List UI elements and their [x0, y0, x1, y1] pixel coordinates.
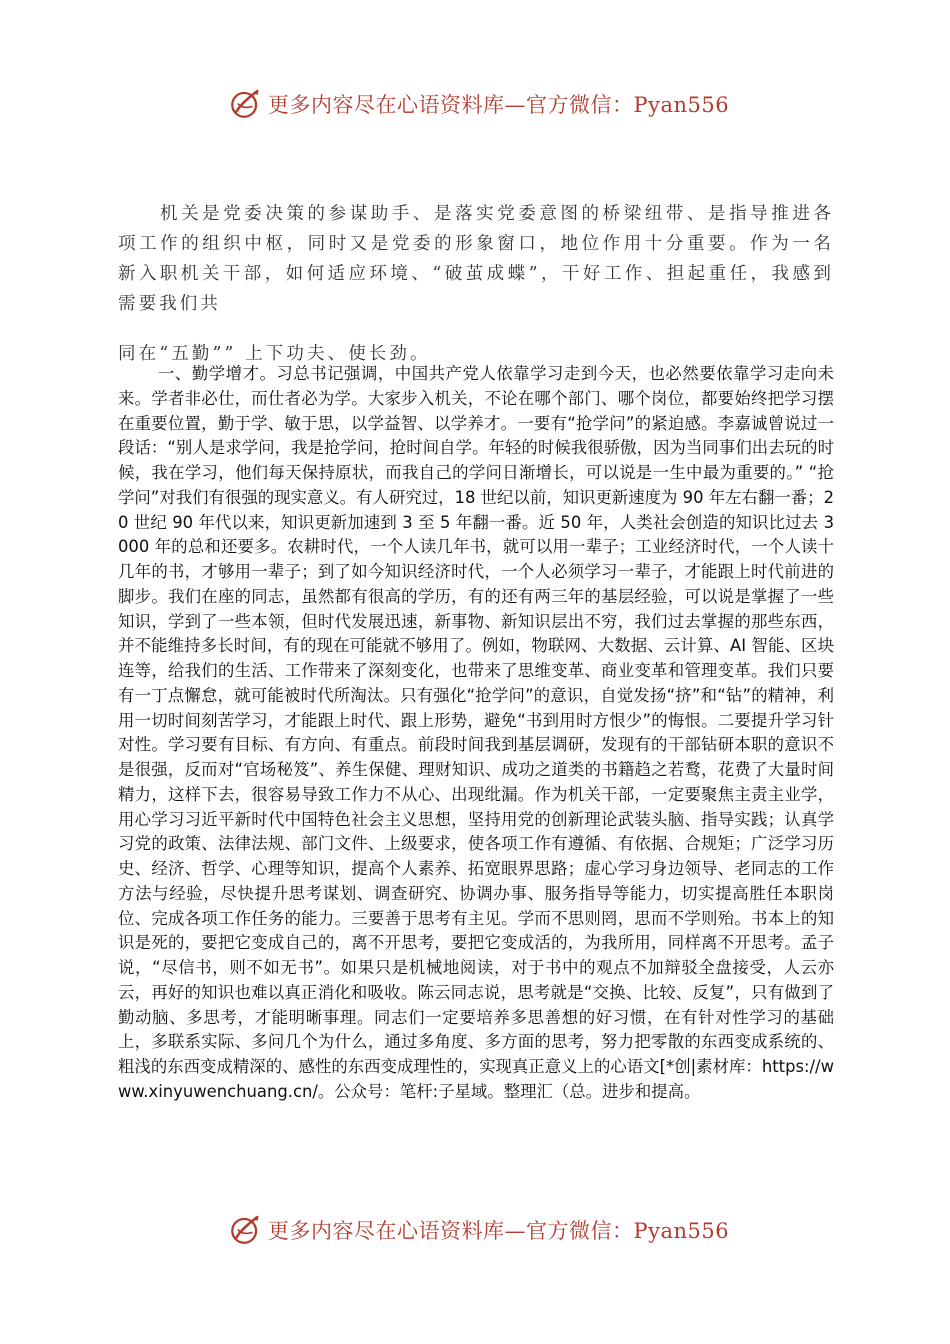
body-paragraph: 一、勤学增才。习总书记强调，中国共产党人依靠学习走到今天，也必然要依靠学习走向未来。学者非必仕，而仕者必为学。大家步入机关，不论在哪个部门、哪个岗位，都要始终把学习摆在重要位置，勤于学、敏于思，以学益智、以学养才。一要有“抢学问”的紧迫感。李嘉诚曾说过一段话：“别人是求学问，我是抢学问，抢时间自学。年轻的时候我很骄傲，因为当同事们出去玩的时候，我在学习，他们每天保持原状，而我自己的学问日渐增长，可以说是一生中最为重要的。” “抢学问”对我们有很强的现实意义。有人研究过，18 世纪以前，知识更新速度为 90 年左右翻一番；20 世纪 90 年代以来，知识更新加速到 3 至 5 年翻一番。近 50 年，人类社会创造的知识比过去 3000 年的总和还要多。农耕时代，一个人读几年书，就可以用一辈子；工业经济时代，一个人读十几年的书，才够用一辈子；到了如今知识经济时代，一个人必须学习一辈子，才能跟上时代前进的脚步。我们在座的同志，虽然都有很高的学历，有的还有两三年的基层经验，可以说是掌握了一些知识，学到了一些本领，但时代发展迅速，新事物、新知识层出不穷，我们过去掌握的那些东西，并不能维持多长时间，有的现在可能就不够用了。例如，物联网、大数据、云计算、AI 智能、区块连等，给我们的生活、工作带来了深刻变化，也带来了思维变革、商业变革和管理变革。我们只要有一丁点懈怠，就可能被时代所淘汰。只有强化“抢学问”的意识，自觉发扬“挤”和“钻”的精神，利用一切时间刻苦学习，才能跟上时代、跟上形势，避免“书到用时方恨少”的悔恨。二要提升学习针对性。学习要有目标、有方向、有重点。前段时间我到基层调研，发现有的干部钻研本职的意识不是很强，反而对“官场秘笈”、养生保健、理财知识、成功之道类的书籍趋之若鹜，花费了大量时间精力，这样下去，很容易导致工作力不从心、出现纰漏。作为机关干部，一定要聚焦主责主业学，用心学习习近平新时代中国特色社会主义思想，坚持用党的创新理论武装头脑、指导实践；认真学习党的政策、法律法规、部门文件、上级要求，使各项工作有遵循、有依据、合规矩；广泛学习历史、经济、哲学、心理等知识，提高个人素养、拓宽眼界思路；虚心学习身边领导、老同志的工作方法与经验，尽快提升思考谋划、调查研究、协调办事、服务指导等能力，切实提高胜任本职岗位、完成各项工作任务的能力。三要善于思考有主见。学而不思则罔，思而不学则殆。书本上的知识是死的，要把它变成自己的，离不开思考，要把它变成活的，为我所用，同样离不开思考。孟子说，“尽信书，则不如无书”。如果只是机械地阅读，对于书中的观点不加辩驳全盘接受，人云亦云，再好的知识也难以真正消化和吸收。陈云同志说，思考就是“交换、比较、反复”，只有做到了勤动脑、多思考，才能明晰事理。同志们一定要培养多思善想的好习惯，在有针对性学习的基础上，多联系实际、多问几个为什么，通过多角度、多方面的思考，努力把零散的东西变成系统的、粗浅的东西变成精深的、感性的东西变成理性的，实现真正意义上的心语文[*创|素材库：https://www.xinyuwenchuang.cn/。公众号：笔杆:子星域。整理汇（总。进步和提高。 — [118, 364, 834, 1101]
header-banner-text: 更多内容尽在心语资料库—官方微信：Pyan556 — [268, 93, 730, 117]
header-banner — [228, 86, 748, 122]
intro-paragraph — [118, 199, 834, 369]
pen-signature-logo-icon — [228, 87, 262, 121]
pen-signature-logo-icon — [228, 1213, 262, 1247]
footer-banner-text: 更多内容尽在心语资料库—官方微信：Pyan556 — [268, 1219, 730, 1243]
intro-last-line: 同在“五勤”” 上下功夫、使长劲。 — [118, 344, 431, 364]
footer-banner — [228, 1212, 748, 1248]
intro-text: 机关是党委决策的参谋助手、是落实党委意图的桥梁纽带、是指导推进各项工作的组织中枢，同时又是党委的形象窗口，地位作用十分重要。作为一名新入职机关干部，如何适应环境、“破茧成蝶”，干好工作、担起重任，我感到需要我们共 — [118, 204, 834, 314]
